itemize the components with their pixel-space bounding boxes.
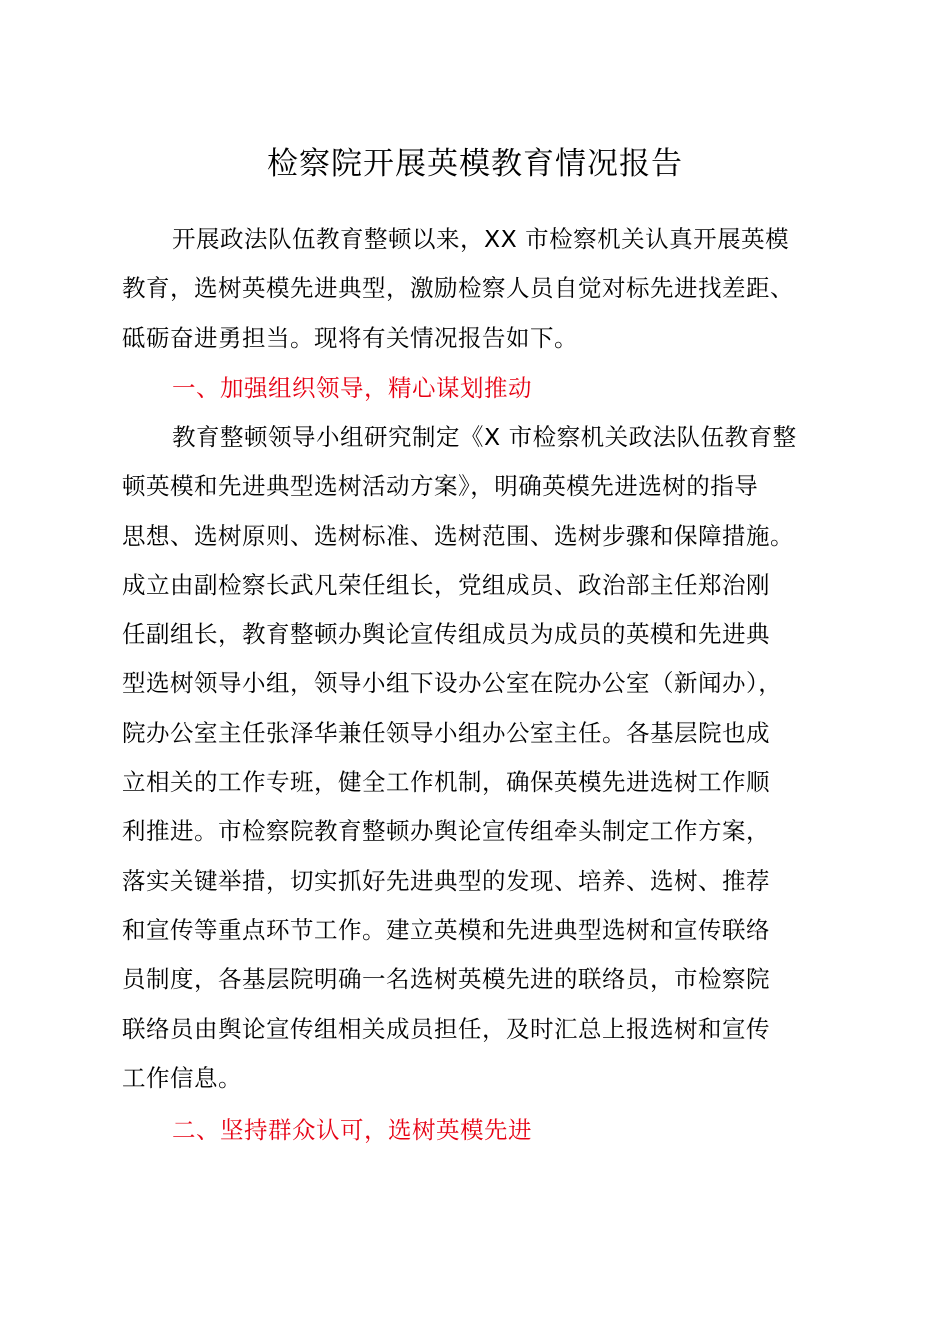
text-line: 任副组长，教育整顿办舆论宣传组成员为成员的英模和先进典 (122, 620, 770, 649)
text-line: 开展政法队伍教育整顿以来，XX 市检察机关认真开展英模 (172, 225, 790, 253)
section-2-heading: 二、坚持群众认可，选树英模先进 (172, 1116, 532, 1144)
text-line: 顿英模和先进典型选树活动方案》，明确英模先进选树的指导 (122, 472, 759, 501)
intro-paragraph (122, 215, 844, 363)
text-line: 工作信息。 (122, 1063, 242, 1092)
text-line: 立相关的工作专班，健全工作机制，确保英模先进选树工作顺 (122, 768, 770, 797)
section-1-heading: 一、加强组织领导，精心谋划推动 (172, 374, 532, 402)
text-line: 成立由副检察长武凡荣任组长，党组成员、政治部主任郑治刚 (122, 570, 770, 599)
section-1-paragraph (122, 413, 844, 1103)
text-line: 教育，选树英模先进典型，激励检察人员自觉对标先进找差距、 (122, 274, 794, 303)
text-line: 思想、选树原则、选树标准、选树范围、选树步骤和保障措施。 (122, 521, 794, 550)
text-line: 院办公室主任张泽华兼任领导小组办公室主任。各基层院也成 (122, 718, 770, 747)
text-line: 利推进。市检察院教育整顿办舆论宣传组牵头制定工作方案， (122, 817, 770, 846)
text-line: 员制度，各基层院明确一名选树英模先进的联络员，市检察院 (122, 965, 770, 994)
document-title: 检察院开展英模教育情况报告 (267, 146, 683, 182)
text-line: 和宣传等重点环节工作。建立英模和先进典型选树和宣传联络 (122, 915, 770, 944)
text-line: 教育整顿领导小组研究制定《X 市检察机关政法队伍教育整 (172, 423, 797, 451)
text-line: 型选树领导小组，领导小组下设办公室在院办公室（新闻办）， (122, 669, 783, 698)
text-line: 联络员由舆论宣传组相关成员担任，及时汇总上报选树和宣传 (122, 1014, 770, 1043)
text-line: 落实关键举措，切实抓好先进典型的发现、培养、选树、推荐 (122, 866, 770, 895)
text-line: 砥砺奋进勇担当。现将有关情况报告如下。 (122, 323, 578, 352)
